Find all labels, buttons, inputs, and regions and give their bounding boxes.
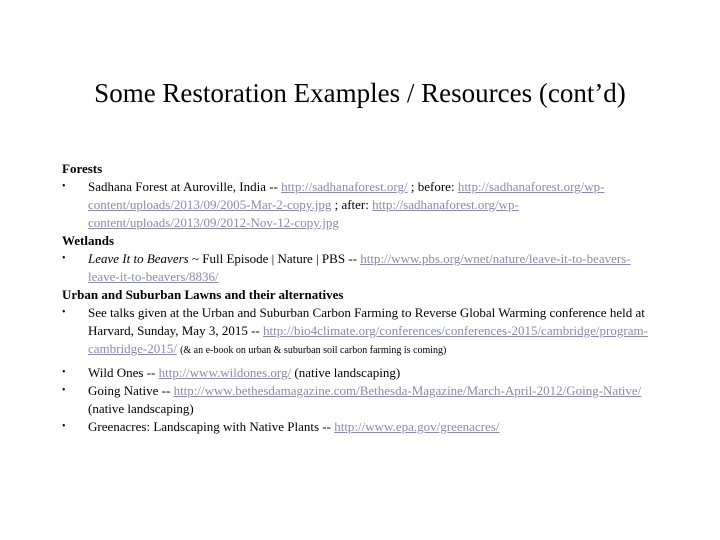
section-heading-forests: Forests xyxy=(62,161,103,176)
ebook-note: (& an e-book on urban & suburban soil carbon farming is coming) xyxy=(180,345,447,356)
list-item-carbon-farming xyxy=(62,304,662,358)
link-bio4climate[interactable]: http://bio4climate.org/conferences/conferences-2015/cambridge/program-cambridge-2015/ xyxy=(88,323,648,356)
link-epa-greenacres[interactable]: http://www.epa.gov/greenacres/ xyxy=(334,419,500,434)
slide-content xyxy=(62,160,662,436)
list-item-wild-ones xyxy=(62,364,662,382)
link-after-photo[interactable]: http://sadhanaforest.org/wp-content/uploads/2013/09/2012-Nov-12-copy.jpg xyxy=(88,197,519,230)
item-text: Wild Ones -- xyxy=(88,365,159,380)
item-text: ~ Full Episode | Nature | PBS -- xyxy=(188,251,361,266)
bullet: • xyxy=(62,421,66,432)
link-pbs-beavers[interactable]: http://www.pbs.org/wnet/nature/leave-it-to-beavers-leave-it-to-beavers/8836/ xyxy=(88,251,631,284)
list-item-going-native xyxy=(62,382,662,418)
item-text: Going Native -- xyxy=(88,383,174,398)
link-sadhana-forest[interactable]: http://sadhanaforest.org/ xyxy=(281,179,408,194)
bullet: • xyxy=(62,367,66,378)
link-wild-ones[interactable]: http://www.wildones.org/ xyxy=(158,365,292,380)
bullet: • xyxy=(62,253,66,264)
item-text: (native landscaping) xyxy=(88,401,194,416)
item-text: Greenacres: Landscaping with Native Plants -- xyxy=(88,419,335,434)
bullet: • xyxy=(62,385,66,396)
bullet: • xyxy=(62,307,66,318)
list-item-sadhana-forest xyxy=(62,178,662,232)
item-text: ; after: xyxy=(331,197,373,212)
link-bethesda-magazine[interactable]: http://www.bethesdamagazine.com/Bethesda-Magazine/March-April-2012/Going-Native/ xyxy=(173,383,642,398)
list-item-beavers xyxy=(62,250,662,286)
section-heading-urban: Urban and Suburban Lawns and their alternatives xyxy=(62,287,344,302)
bullet: • xyxy=(62,181,66,192)
list-item-greenacres xyxy=(62,418,662,436)
item-text: ; before: xyxy=(407,179,458,194)
item-text: See talks given at the Urban and Suburban Carbon Farming to Reverse Global Warming conference held at Harvard, Sunday, May 3, 2015 -- xyxy=(88,305,645,338)
episode-title: Leave It to Beavers xyxy=(88,251,189,266)
item-text: Sadhana Forest at Auroville, India -- xyxy=(88,179,282,194)
link-before-photo[interactable]: http://sadhanaforest.org/wp-content/uploads/2013/09/2005-Mar-2-copy.jpg xyxy=(88,179,605,212)
item-text: (native landscaping) xyxy=(291,365,401,380)
slide-title: Some Restoration Examples / Resources (cont’d) xyxy=(94,78,626,108)
section-heading-wetlands: Wetlands xyxy=(62,233,115,248)
